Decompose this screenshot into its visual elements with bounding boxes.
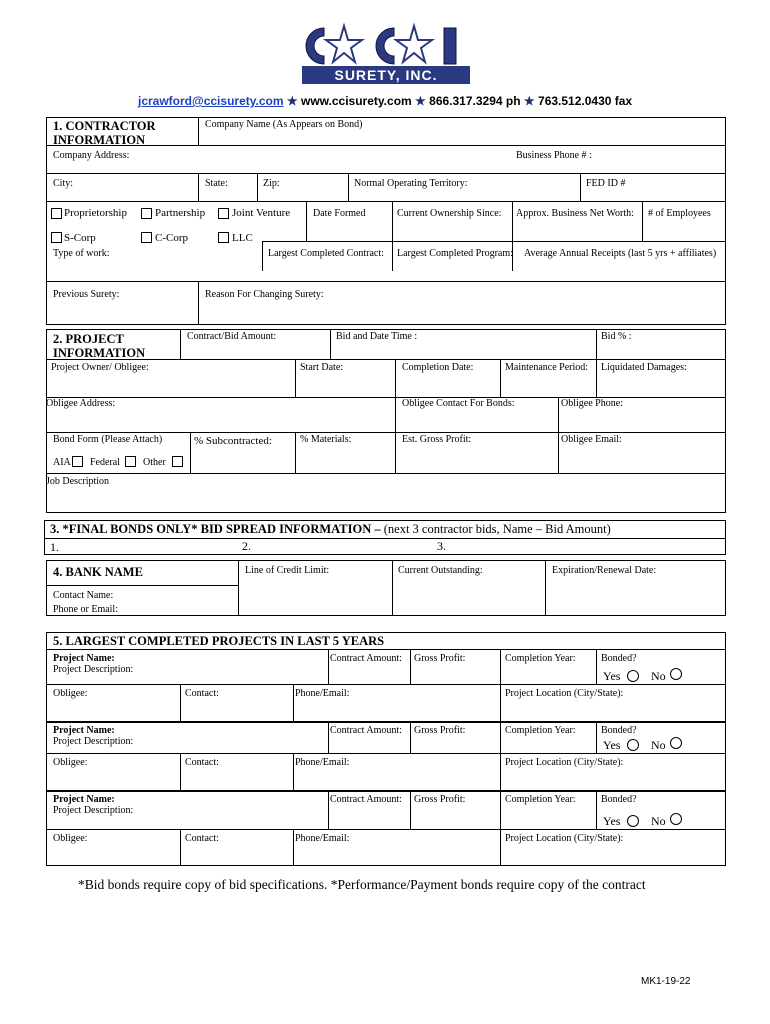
state-label: State:	[205, 178, 228, 189]
section4-title: 4. BANK NAME	[53, 565, 143, 579]
zip-label: Zip:	[263, 178, 280, 189]
partnership-label: Partnership	[155, 207, 206, 219]
project-contact-label: Contact:	[185, 757, 219, 768]
project-phone-email-label: Phone/Email:	[295, 688, 350, 699]
ownership-since-label: Current Ownership Since:	[397, 208, 502, 219]
project-bonded-label: Bonded?	[601, 794, 637, 805]
joint-venture-label: Joint Venture	[232, 207, 291, 219]
llc-label: LLC	[232, 232, 253, 244]
current-outstanding-label: Current Outstanding:	[398, 565, 483, 576]
bonded-no-label: No	[651, 738, 666, 752]
bond-form-label: Bond Form (Please Attach)	[53, 434, 163, 445]
reason-change-label: Reason For Changing Surety:	[205, 289, 324, 300]
obligee-contact-label: Obligee Contact For Bonds:	[402, 398, 515, 409]
form-code: MK1-19-22	[641, 976, 691, 987]
bid-percent-label: Bid % :	[601, 331, 632, 342]
type-of-work-label: Type of work:	[53, 248, 110, 259]
largest-contract-label: Largest Completed Contract:	[268, 248, 384, 259]
territory-label: Normal Operating Territory:	[354, 178, 468, 189]
project-obligee-label: Obligee:	[53, 757, 88, 768]
section1-box	[46, 117, 726, 325]
bid-date-label: Bid and Date Time :	[336, 331, 418, 342]
project-contract-amount-label: Contract Amount:	[330, 794, 402, 805]
bonded-no-label: No	[651, 814, 666, 828]
federal-label: Federal	[90, 457, 120, 468]
project-contact-label: Contact:	[185, 688, 219, 699]
bonded-yes-radio[interactable]	[627, 739, 639, 751]
project-bonded-label: Bonded?	[601, 725, 637, 736]
project-completion-year-label: Completion Year:	[505, 794, 576, 805]
contact-line	[138, 94, 632, 108]
project-name-label: Project Name:	[53, 725, 115, 736]
project-location-label: Project Location (City/State):	[505, 833, 624, 844]
date-formed-label: Date Formed	[313, 208, 366, 219]
section3-subtitle: (next 3 contractor bids, Name – Bid Amount)	[383, 522, 611, 536]
bonded-no-label: No	[651, 669, 666, 683]
section3-header	[50, 522, 611, 537]
project-completion-year-label: Completion Year:	[505, 725, 576, 736]
project-location-label: Project Location (City/State):	[505, 688, 624, 699]
project-name-label: Project Name:	[53, 653, 115, 664]
section1-title: 1. CONTRACTOR INFORMATION	[53, 119, 156, 147]
project-gross-profit-label: Gross Profit:	[414, 725, 466, 736]
project-location-label: Project Location (City/State):	[505, 757, 624, 768]
project-phone-email-label: Phone/Email:	[295, 757, 350, 768]
completion-date-label: Completion Date:	[402, 362, 474, 373]
net-worth-label: Approx. Business Net Worth:	[516, 208, 634, 219]
project-description-label: Project Description:	[53, 736, 134, 747]
other-checkbox[interactable]	[172, 456, 183, 467]
proprietorship-checkbox[interactable]	[51, 208, 62, 219]
joint-venture-checkbox[interactable]	[218, 208, 229, 219]
business-phone-label: Business Phone # :	[516, 150, 592, 161]
project-obligee-label: Obligee:	[53, 688, 88, 699]
annual-receipts-label: Average Annual Receipts (last 5 yrs + affiliates)	[524, 248, 717, 259]
bonded-yes-label: Yes	[603, 669, 621, 683]
project-description-label: Project Description:	[53, 805, 134, 816]
bid-spread-3: 3.	[437, 539, 446, 553]
maintenance-period-label: Maintenance Period:	[505, 362, 589, 373]
aia-checkbox[interactable]	[72, 456, 83, 467]
subcontracted-label: % Subcontracted:	[194, 435, 272, 447]
obligee-email-label: Obligee Email:	[561, 434, 622, 445]
s-corp-checkbox[interactable]	[51, 232, 62, 243]
liquidated-damages-label: Liquidated Damages:	[601, 362, 687, 373]
c-corp-label: C-Corp	[155, 232, 188, 244]
phone-text: 866.317.3294 ph	[429, 94, 521, 108]
bonded-no-radio[interactable]	[670, 668, 682, 680]
section2-title: 2. PROJECT INFORMATION	[53, 332, 146, 360]
bonded-yes-radio[interactable]	[627, 670, 639, 682]
job-description-label: Job Description	[46, 476, 110, 487]
footer-note: *Bid bonds require copy of bid specifications. *Performance/Payment bonds require copy of the contract	[78, 877, 646, 892]
star-icon: ★	[286, 94, 298, 108]
other-label: Other	[143, 457, 166, 468]
contract-amount-label: Contract/Bid Amount:	[187, 331, 277, 342]
obligee-address-label: Obligee Address:	[46, 398, 116, 409]
bonded-no-radio[interactable]	[670, 737, 682, 749]
c-corp-checkbox[interactable]	[141, 232, 152, 243]
fed-id-label: FED ID #	[586, 178, 626, 189]
project-description-label: Project Description:	[53, 664, 134, 675]
largest-program-label: Largest Completed Program:	[397, 248, 513, 259]
project-gross-profit-label: Gross Profit:	[414, 653, 466, 664]
section5-box	[46, 632, 726, 866]
bid-spread-2: 2.	[242, 539, 251, 553]
bid-spread-1: 1.	[50, 540, 59, 554]
project-contract-amount-label: Contract Amount:	[330, 725, 402, 736]
aia-label: AIA	[53, 457, 71, 468]
s-corp-label: S-Corp	[64, 232, 96, 244]
project-owner-label: Project Owner/ Obligee:	[51, 362, 149, 373]
project-gross-profit-label: Gross Profit:	[414, 794, 466, 805]
bonded-yes-radio[interactable]	[627, 815, 639, 827]
bank-phone-email-label: Phone or Email:	[53, 604, 118, 615]
employees-label: # of Employees	[648, 208, 711, 219]
bonded-yes-label: Yes	[603, 814, 621, 828]
section3-title: 3. *FINAL BONDS ONLY* BID SPREAD INFORMATION –	[50, 522, 381, 536]
fax-text: 763.512.0430 fax	[538, 94, 633, 108]
project-bonded-label: Bonded?	[601, 653, 637, 664]
gross-profit-label: Est. Gross Profit:	[402, 434, 472, 445]
llc-checkbox[interactable]	[218, 232, 229, 243]
section5-title: 5. LARGEST COMPLETED PROJECTS IN LAST 5 YEARS	[53, 634, 385, 648]
project-phone-email-label: Phone/Email:	[295, 833, 350, 844]
bonded-no-radio[interactable]	[670, 813, 682, 825]
credit-limit-label: Line of Credit Limit:	[245, 565, 330, 576]
star-icon: ★	[523, 94, 535, 108]
company-logo	[296, 20, 476, 86]
star-icon: ★	[415, 94, 426, 108]
company-address-label: Company Address:	[53, 150, 130, 161]
partnership-checkbox[interactable]	[141, 208, 152, 219]
project-name-label: Project Name:	[53, 794, 115, 805]
start-date-label: Start Date:	[300, 362, 344, 373]
previous-surety-label: Previous Surety:	[53, 289, 120, 300]
project-obligee-label: Obligee:	[53, 833, 88, 844]
expiration-label: Expiration/Renewal Date:	[552, 565, 657, 576]
city-label: City:	[53, 178, 74, 189]
proprietorship-label: Proprietorship	[64, 207, 127, 219]
project-completion-year-label: Completion Year:	[505, 653, 576, 664]
federal-checkbox[interactable]	[125, 456, 136, 467]
bank-contact-label: Contact Name:	[53, 590, 114, 601]
materials-label: % Materials:	[300, 434, 352, 445]
email-link[interactable]: jcrawford@ccisurety.com	[138, 94, 284, 108]
website-link[interactable]: www.ccisurety.com	[300, 94, 412, 108]
project-contract-amount-label: Contract Amount:	[330, 653, 402, 664]
project-contact-label: Contact:	[185, 833, 219, 844]
obligee-phone-label: Obligee Phone:	[561, 398, 623, 409]
bonded-yes-label: Yes	[603, 738, 621, 752]
company-name-label: Company Name (As Appears on Bond)	[205, 119, 363, 130]
logo-subtitle: SURETY, INC.	[334, 67, 438, 83]
